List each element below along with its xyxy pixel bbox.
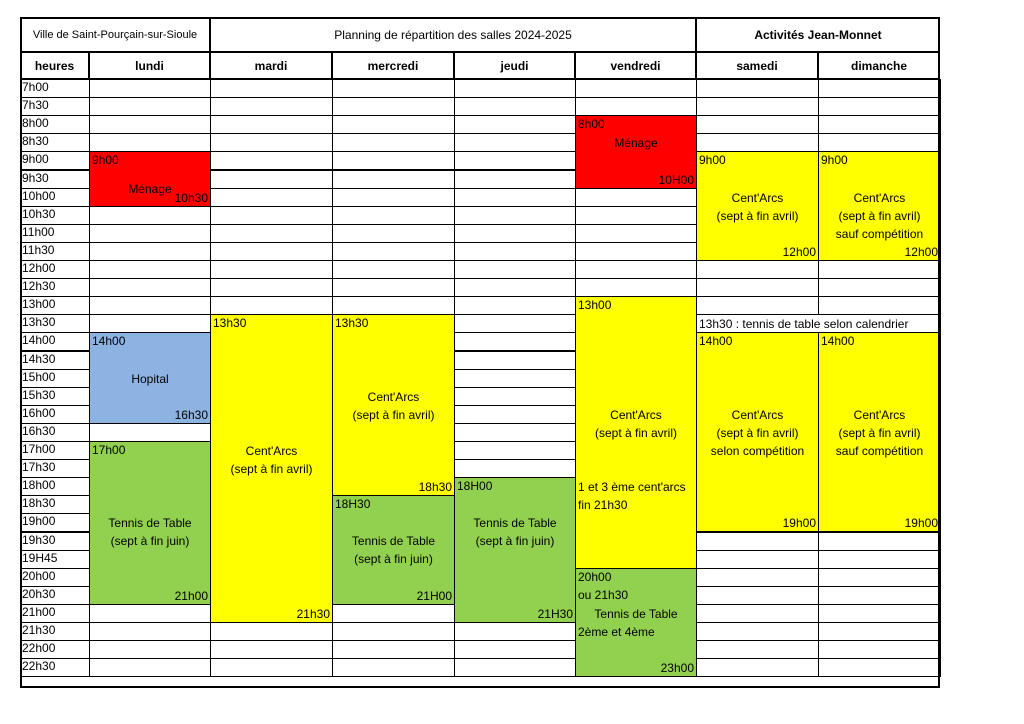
time-label: 22h00: [22, 641, 56, 656]
grid-cell: [454, 459, 576, 478]
grid-cell: [332, 79, 455, 98]
grid-cell: [696, 97, 819, 116]
block-end-time: 18h30: [418, 480, 452, 495]
grid-cell: [454, 206, 576, 225]
grid-cell: [332, 260, 455, 279]
grid-cell: [89, 133, 211, 152]
block-label-line: Ménage: [614, 136, 658, 151]
grid-cell: [696, 568, 819, 587]
block-extra-line: 1 et 3 ème cent'arcs: [578, 480, 686, 495]
block-end-time: 12h00: [782, 244, 816, 259]
time-label: 22h30: [22, 659, 56, 674]
time-label: 7h00: [22, 80, 49, 94]
grid-cell: [454, 369, 576, 388]
time-label: 21h00: [22, 604, 56, 619]
time-label: 19h30: [22, 532, 56, 547]
time-label: 18h30: [22, 496, 56, 511]
grid-cell: [210, 97, 333, 116]
grid-cell: [89, 314, 211, 333]
grid-cell: [332, 604, 455, 623]
block-end-time: 19h00: [904, 516, 938, 531]
grid-cell: [89, 622, 211, 641]
time-label: 19h00: [22, 514, 56, 529]
grid-cell: [454, 278, 576, 297]
block-start-alt: ou 21h30: [578, 587, 629, 602]
activity-block-vendredi-tennis: [575, 568, 697, 678]
block-label: [819, 189, 940, 243]
block-label-line: Ménage: [128, 181, 172, 196]
block-label-line: Cent'Arcs: [610, 407, 662, 422]
block-extra-note: [578, 478, 694, 514]
block-label: [697, 189, 818, 225]
grid-cell: [454, 260, 576, 279]
grid-cell: [89, 296, 211, 315]
grid-cell: [210, 188, 333, 207]
grid-cell: [454, 224, 576, 243]
activity-block-samedi-centarcs-am: [696, 151, 819, 261]
grid-cell: [454, 423, 576, 442]
block-start-time: 9h00: [821, 153, 848, 168]
grid-cell: [454, 133, 576, 152]
block-label-line: (sept à fin juin): [110, 534, 190, 549]
grid-cell: [210, 260, 333, 279]
grid-cell: [575, 242, 697, 261]
block-label-line: (sept à fin avril): [594, 425, 678, 440]
block-label-line: Cent'Arcs: [731, 190, 784, 205]
block-label-line: Cent'Arcs: [731, 407, 784, 422]
grid-cell: [332, 278, 455, 297]
grid-cell: [454, 296, 576, 315]
grid-cell: [210, 242, 333, 261]
grid-cell: [89, 224, 211, 243]
grid-cell: [454, 97, 576, 116]
activity-block-samedi-centarcs-pm: [696, 332, 819, 532]
block-start-time: 18H00: [457, 479, 493, 494]
grid-cell: [210, 133, 333, 152]
grid-cell: [696, 640, 819, 659]
grid-cell: [818, 658, 941, 677]
block-label-line: (sept à fin avril): [230, 461, 313, 476]
header-title: Planning de répartition des salles 2024-2025: [210, 17, 696, 52]
activity-block-lundi-hopital: [89, 332, 211, 424]
grid-cell: [332, 224, 455, 243]
time-label: 10h30: [22, 206, 56, 221]
block-end-time: 12h00: [904, 244, 938, 259]
grid-cell: [454, 332, 576, 351]
time-label: 18h00: [22, 478, 56, 493]
grid-cell: [332, 97, 455, 116]
grid-cell: [89, 640, 211, 659]
grid-cell: [89, 423, 211, 442]
block-label-line: sauf compétition: [835, 443, 924, 458]
grid-cell: [696, 115, 819, 134]
block-extra-line: 2ème et 4ème: [578, 624, 655, 639]
block-label-line: Cent'Arcs: [853, 190, 906, 205]
block-end-time: 21h30: [296, 606, 330, 621]
grid-cell: [818, 115, 941, 134]
grid-cell: [210, 206, 333, 225]
grid-cell: [575, 79, 697, 98]
grid-cell: [332, 622, 455, 641]
block-label: [697, 406, 818, 460]
activity-block-mercredi-centarcs: [332, 314, 455, 496]
grid-cell: [210, 278, 333, 297]
grid-cell: [696, 586, 819, 605]
grid-cell: [454, 387, 576, 406]
grid-cell: [89, 206, 211, 225]
activity-block-lundi-menage: [89, 151, 211, 206]
block-label-line: Cent'Arcs: [853, 407, 906, 422]
grid-cell: [210, 658, 333, 677]
grid-cell: [454, 351, 576, 370]
activity-block-mardi-centarcs: [210, 314, 333, 623]
time-label: 9h30: [22, 170, 49, 185]
column-header-2: mardi: [210, 52, 332, 79]
grid-cell: [818, 550, 941, 569]
grid-cell: [818, 586, 941, 605]
grid-cell: [332, 151, 455, 170]
grid-cell: [818, 260, 941, 279]
block-label: [90, 180, 210, 198]
grid-cell: [818, 604, 941, 623]
grid-cell: [89, 115, 211, 134]
block-end-time: 21H30: [537, 606, 573, 621]
time-label: 20h30: [22, 586, 56, 601]
grid-cell: [818, 79, 941, 98]
activity-block-dimanche-centarcs-pm: [818, 332, 941, 532]
grid-cell: [575, 224, 697, 243]
grid-cell: [210, 151, 333, 170]
activity-block-vendredi-centarcs: [575, 296, 697, 569]
block-label: [576, 605, 696, 623]
block-label-line: Hopital: [131, 371, 169, 386]
column-header-4: jeudi: [454, 52, 575, 79]
header-venue: Activités Jean-Monnet: [696, 17, 940, 52]
column-header-0: heures: [20, 52, 89, 79]
grid-cell: [454, 622, 576, 641]
block-end-time: 10H00: [658, 172, 694, 187]
grid-cell: [332, 296, 455, 315]
time-label: 7h30: [22, 98, 49, 113]
time-label: 19H45: [22, 550, 58, 565]
block-start-time: 13h30: [335, 316, 369, 331]
block-start-time: 18H30: [335, 497, 371, 512]
grid-cell: [818, 97, 941, 116]
grid-cell: [89, 79, 211, 98]
grid-cell: [454, 658, 576, 677]
grid-cell: [210, 640, 333, 659]
grid-cell: [696, 296, 819, 315]
time-label: 14h00: [22, 333, 56, 348]
grid-cell: [332, 658, 455, 677]
block-end-time: 10h30: [174, 190, 208, 205]
time-label: 12h30: [22, 279, 56, 294]
time-label: 10h00: [22, 188, 56, 203]
block-label: [333, 532, 454, 568]
grid-cell: [89, 604, 211, 623]
time-label: 9h00: [22, 152, 49, 167]
activity-block-mercredi-tennis: [332, 495, 455, 605]
block-label-line: (sept à fin juin): [475, 534, 555, 549]
grid-cell: [818, 296, 941, 315]
grid-cell: [454, 115, 576, 134]
grid-cell: [210, 224, 333, 243]
grid-cell: [696, 550, 819, 569]
time-label: 15h30: [22, 387, 56, 402]
grid-cell: [454, 640, 576, 659]
grid-cell: [696, 278, 819, 297]
block-start-time: 17h00: [92, 443, 126, 457]
grid-cell: [454, 405, 576, 424]
time-label: 14h30: [22, 351, 56, 366]
grid-cell: [454, 151, 576, 170]
grid-cell: [332, 242, 455, 261]
block-label-line: Cent'Arcs: [245, 443, 298, 458]
grid-cell: [696, 532, 819, 551]
activity-block-vendredi-menage: [575, 115, 697, 188]
block-label: [576, 406, 696, 442]
grid-cell: [454, 188, 576, 207]
block-extra-line: fin 21h30: [578, 498, 628, 513]
block-end-time: 23h00: [660, 661, 694, 676]
schedule-sheet: [20, 17, 940, 688]
block-label-line: Cent'Arcs: [367, 389, 420, 404]
block-label-line: (sept à fin avril): [352, 407, 435, 422]
grid-cell: [210, 170, 333, 189]
grid-cell: [332, 206, 455, 225]
grid-cell: [818, 278, 941, 297]
grid-cell: [89, 658, 211, 677]
grid-cell: [575, 206, 697, 225]
grid-cell: [332, 640, 455, 659]
grid-cell: [332, 188, 455, 207]
grid-cell: [696, 622, 819, 641]
time-label: 13h00: [22, 297, 56, 312]
column-header-5: vendredi: [575, 52, 696, 79]
block-end-time: 21h00: [174, 588, 208, 603]
column-header-3: mercredi: [332, 52, 454, 79]
block-label-line: (sept à fin avril): [838, 208, 921, 223]
block-end-time: 16h30: [174, 407, 208, 422]
header-town: Ville de Saint-Pourçain-sur-Sioule: [20, 17, 210, 52]
grid-cell: [696, 604, 819, 623]
time-label: 16h30: [22, 423, 56, 438]
grid-cell: [210, 296, 333, 315]
block-start-time: 14h00: [699, 334, 733, 349]
grid-cell: [454, 441, 576, 460]
block-start-time: 8h00: [578, 117, 605, 132]
grid-cell: [454, 242, 576, 261]
column-header-7: dimanche: [818, 52, 940, 79]
column-header-1: lundi: [89, 52, 210, 79]
grid-cell: [818, 640, 941, 659]
block-label: [455, 514, 575, 550]
grid-cell: [696, 133, 819, 152]
grid-cell: [575, 188, 697, 207]
time-label: 17h30: [22, 460, 56, 475]
weekend-tennis-note: 13h30 : tennis de table selon calendrier: [696, 314, 940, 333]
grid-cell: [332, 170, 455, 189]
grid-cell: [696, 79, 819, 98]
grid-cell: [210, 79, 333, 98]
block-start-time: 14h00: [821, 334, 855, 349]
grid-cell: [89, 97, 211, 116]
grid-cell: [454, 170, 576, 189]
grid-cell: [696, 658, 819, 677]
activity-block-lundi-tennis: [89, 441, 211, 605]
time-label: 11h30: [22, 242, 55, 257]
block-label: [90, 514, 210, 550]
block-label-line: (sept à fin avril): [716, 425, 799, 440]
block-label: [90, 370, 210, 388]
block-extra-note: [578, 623, 694, 641]
block-label-line: selon compétition: [710, 443, 805, 458]
grid-cell: [575, 278, 697, 297]
time-label: 21h30: [22, 623, 56, 637]
block-label: [211, 442, 332, 478]
block-start-time: 20h00: [578, 569, 612, 584]
time-label: 17h00: [22, 442, 56, 456]
block-label-line: Tennis de Table: [473, 516, 557, 531]
grid-cell: [454, 314, 576, 333]
activity-block-jeudi-tennis: [454, 477, 576, 623]
time-label: 20h00: [22, 568, 56, 583]
block-start-time: 9h00: [92, 153, 119, 168]
grid-cell: [818, 622, 941, 641]
grid-cell: [818, 133, 941, 152]
block-label: [819, 406, 940, 460]
grid-cell: [89, 278, 211, 297]
block-label-line: (sept à fin avril): [716, 208, 799, 223]
grid-cell: [332, 133, 455, 152]
grid-cell: [818, 532, 941, 551]
block-start-time: 9h00: [699, 153, 726, 168]
block-end-time: 19h00: [782, 516, 816, 531]
block-start-time: 13h00: [578, 298, 612, 313]
time-label: 8h00: [22, 116, 49, 131]
block-label-line: (sept à fin juin): [354, 552, 433, 567]
grid-cell: [454, 79, 576, 98]
activity-block-dimanche-centarcs-am: [818, 151, 941, 261]
block-label-line: (sept à fin avril): [838, 425, 921, 440]
block-label-line: Tennis de Table: [108, 516, 192, 531]
block-end-time: 21H00: [416, 588, 452, 603]
block-start-time: 13h30: [213, 316, 247, 331]
grid-cell: [210, 622, 333, 641]
grid-cell: [332, 115, 455, 134]
time-label: 13h30: [22, 315, 56, 330]
column-header-6: samedi: [696, 52, 818, 79]
grid-cell: [696, 260, 819, 279]
grid-cell: [210, 115, 333, 134]
time-label: 16h00: [22, 405, 56, 420]
block-start-time: 14h00: [92, 334, 126, 349]
block-label-line: sauf compétition: [835, 226, 924, 241]
block-label: [333, 388, 454, 424]
grid-cell: [575, 97, 697, 116]
block-label: [576, 134, 696, 152]
time-label: 11h00: [22, 224, 55, 239]
block-label-line: Tennis de Table: [351, 534, 436, 549]
time-label: 15h00: [22, 369, 56, 384]
grid-cell: [575, 260, 697, 279]
grid-cell: [89, 242, 211, 261]
time-label: 12h00: [22, 261, 56, 275]
grid-cell: [818, 568, 941, 587]
grid-cell: [89, 260, 211, 279]
time-label: 8h30: [22, 134, 49, 149]
block-label-line: Tennis de Table: [594, 606, 678, 621]
